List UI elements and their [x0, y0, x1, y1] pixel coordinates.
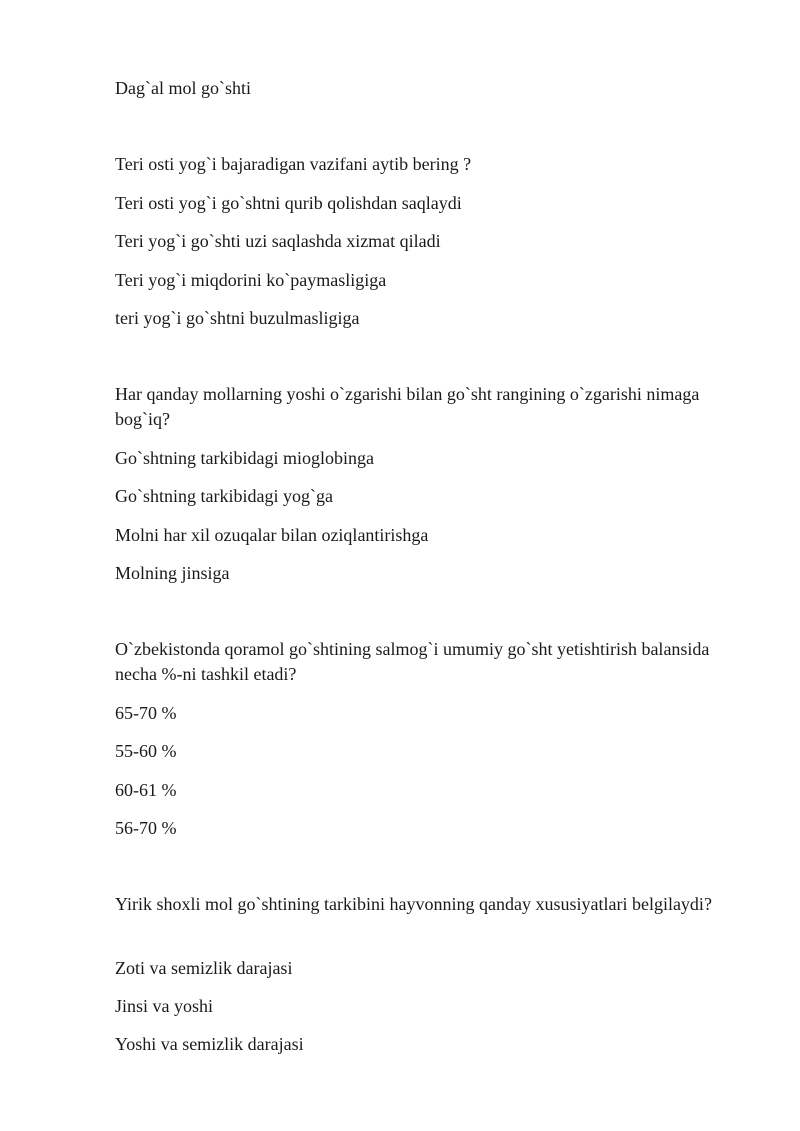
q4-option-1: Zoti va semizlik darajasi [115, 958, 293, 978]
q3-option-4: 56-70 % [115, 818, 177, 838]
q2-option-3: Molni har xil ozuqalar bilan oziqlantirishga [115, 525, 429, 545]
q1-option-4: teri yog`i go`shtni buzulmasligiga [115, 308, 360, 328]
intro-answer: Dag`al mol go`shti [115, 78, 251, 98]
question-3: O`zbekistonda qoramol go`shtining salmog`i umumiy go`sht yetishtirish balansida necha %-ni tashkil etadi? [115, 639, 710, 684]
q4-option-3: Yoshi va semizlik darajasi [115, 1034, 304, 1054]
q2-option-1: Go`shtning tarkibidagi mioglobinga [115, 448, 374, 468]
q1-option-2: Teri yog`i go`shti uzi saqlashda xizmat qiladi [115, 231, 441, 251]
question-4: Yirik shoxli mol go`shtining tarkibini hayvonning qanday xususiyatlari belgilaydi? [115, 894, 712, 914]
q3-option-1: 65-70 % [115, 703, 177, 723]
q3-option-2: 55-60 % [115, 741, 177, 761]
q3-option-3: 60-61 % [115, 780, 177, 800]
q2-option-4: Molning jinsiga [115, 563, 230, 583]
q1-option-1: Teri osti yog`i go`shtni qurib qolishdan saqlaydi [115, 193, 462, 213]
question-2: Har qanday mollarning yoshi o`zgarishi bilan go`sht rangining o`zgarishi nimaga bog`iq? [115, 384, 700, 429]
q1-option-3: Teri yog`i miqdorini ko`paymasligiga [115, 270, 387, 290]
question-1: Teri osti yog`i bajaradigan vazifani aytib bering ? [115, 154, 472, 174]
q4-option-2: Jinsi va yoshi [115, 996, 214, 1016]
q2-option-2: Go`shtning tarkibidagi yog`ga [115, 486, 333, 506]
